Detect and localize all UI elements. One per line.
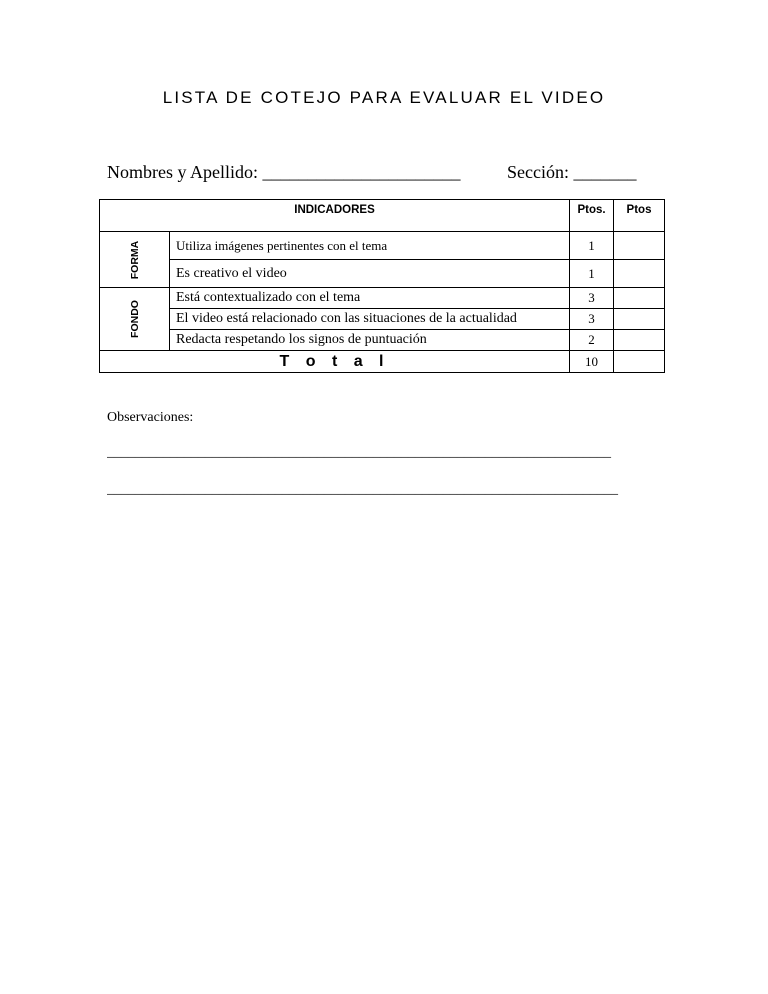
indicator-cell: El video está relacionado con las situaciones de la actualidad [170,309,570,330]
score-input-cell[interactable] [614,330,665,351]
points-cell: 3 [570,288,614,309]
name-field[interactable]: Nombres y Apellido: ______________________ [107,162,461,182]
document-title: LISTA DE COTEJO PARA EVALUAR EL VIDEO [162,88,606,107]
evaluation-table [99,199,665,373]
points-cell: 1 [570,232,614,260]
group-label-fondo [100,288,170,351]
indicator-cell: Redacta respetando los signos de puntuación [170,330,570,351]
indicator-cell: Utiliza imágenes pertinentes con el tema [170,232,570,260]
total-label: T o t a l [100,351,570,373]
table-header-row [100,200,665,232]
header-pts-obtained: Ptos [614,200,665,232]
header-indicators: INDICADORES [100,200,570,232]
indicator-cell: Está contextualizado con el tema [170,288,570,309]
score-input-cell[interactable] [614,260,665,288]
indicator-cell: Es creativo el video [170,260,570,288]
table-row [100,330,665,351]
score-input-cell[interactable] [614,232,665,260]
table-row [100,260,665,288]
header-pts-max: Ptos. [570,200,614,232]
total-score-cell[interactable] [614,351,665,373]
group-label-text: FORMA [128,240,141,279]
table-row [100,232,665,260]
group-label-text: FONDO [128,300,141,338]
points-cell: 3 [570,309,614,330]
points-cell: 1 [570,260,614,288]
total-row [100,351,665,373]
table-row [100,288,665,309]
total-points: 10 [570,351,614,373]
points-cell: 2 [570,330,614,351]
table-row [100,309,665,330]
observations-line-2[interactable]: _________________________________________________________________________ [107,482,618,497]
score-input-cell[interactable] [614,288,665,309]
group-label-forma [100,232,170,288]
observations-line-1[interactable]: ________________________________________________________________________ [107,445,611,460]
section-field[interactable]: Sección: _______ [507,162,637,182]
observations-label: Observaciones: [107,410,194,425]
score-input-cell[interactable] [614,309,665,330]
